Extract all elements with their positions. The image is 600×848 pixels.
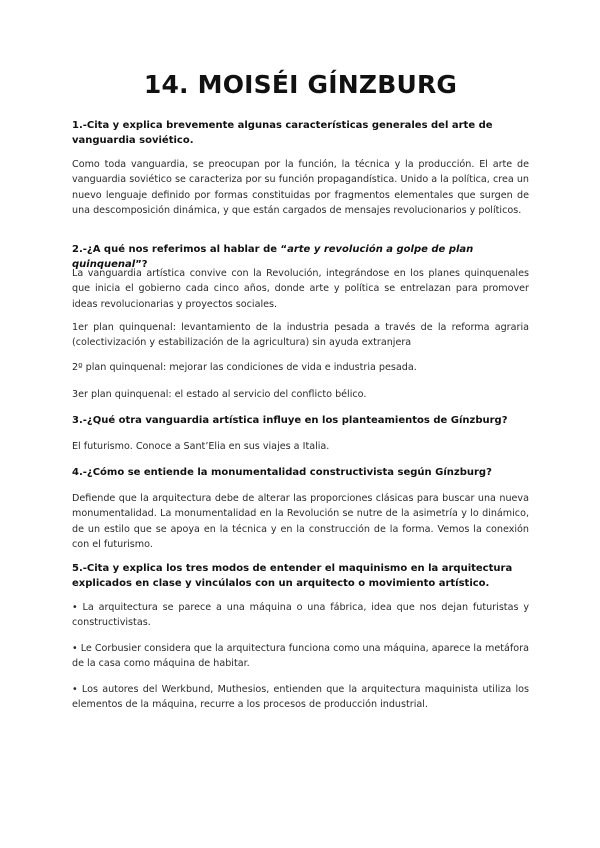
question-1: 1.-Cita y explica brevemente algunas características generales del arte de vanguardia soviético. [72,120,493,146]
question-2-prefix: 2.-¿A qué nos referimos al hablar de “ [72,244,288,255]
answer-2-paragraph-1: La vanguardia artística convive con la Revolución, integrándose en los planes quinquenales que inicia el gobierno cada cinco años, donde arte y política se entrelazan para promover ideas revolucionarias y proyectos sociales. [72,268,529,310]
question-2-suffix: ”? [135,259,148,270]
answer-4-paragraph-1: Defiende que la arquitectura debe de alterar las proporciones clásicas para buscar una nueva monumentalidad. La monumentalidad en la Revolución se nutre de la asimetría y lo dinámico, de un estilo que se apoya en la técnica y en la construcción de la forma. Vemos la conexión con el futurismo. [72,493,529,550]
page-title: 14. MOISÉI GÍNZBURG [143,70,458,99]
answer-2-paragraph-2: 1er plan quinquenal: levantamiento de la industria pesada a través de la reforma agraria (colectivización y estabilización de la agricultura) sin ayuda extranjera [72,322,529,349]
answer-5-bullet-3: • Los autores del Werkbund, Muthesios, entienden que la arquitectura maquinista utiliza los elementos de la máquina, recurre a los procesos de producción industrial. [72,684,529,711]
answer-5-bullet-1: • La arquitectura se parece a una máquina o una fábrica, idea que nos dejan futuristas y constructivistas. [72,602,529,629]
answer-5-bullet-2: • Le Corbusier considera que la arquitectura funciona como una máquina, aparece la metáfora de la casa como máquina de habitar. [72,643,529,670]
answer-1-paragraph-1: Como toda vanguardia, se preocupan por la función, la técnica y la producción. El arte de vanguardia soviético se caracteriza por su función propagandística. Unido a la política, crea un nuevo lenguaje definido por formas constituidas por fragmentos elementales que surgen de una descomposición dinámica, y que están cargados de mensajes revolucionarios y políticos. [72,159,529,216]
answer-2-paragraph-4: 3er plan quinquenal: el estado al servicio del conflicto bélico. [72,389,367,400]
question-2-italic: arte y revolución a golpe de plan quinquenal [72,244,474,270]
answer-2-paragraph-3: 2º plan quinquenal: mejorar las condiciones de vida e industria pesada. [72,362,417,373]
answer-3-paragraph-1: El futurismo. Conoce a Sant’Elia en sus viajes a Italia. [72,441,330,452]
question-3: 3.-¿Qué otra vanguardia artística influye en los planteamientos de Gínzburg? [72,415,508,426]
question-4: 4.-¿Cómo se entiende la monumentalidad constructivista según Gínzburg? [72,467,492,478]
question-5: 5.-Cita y explica los tres modos de entender el maquinismo en la arquitectura explicados en clase y vincúlalos con un arquitecto o movimiento artístico. [72,563,513,589]
